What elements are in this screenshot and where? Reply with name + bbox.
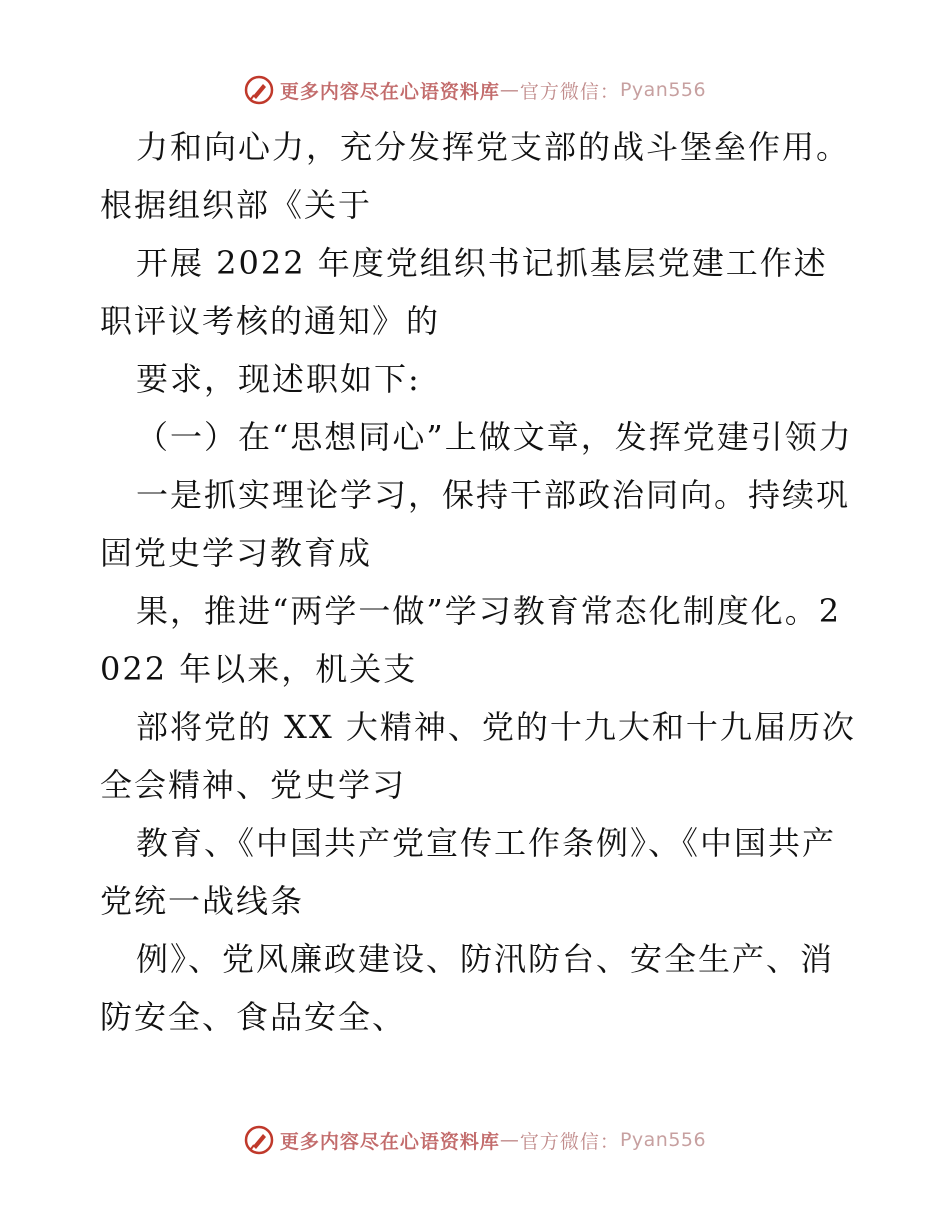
paragraph: 要求，现述职如下:	[136, 360, 421, 398]
watermark-main-text: 更多内容尽在心语资料库	[279, 80, 500, 103]
paragraph: 教育、《中国共产党宣传工作条例》、《中国共产党统一战线条	[100, 824, 837, 920]
watermark-dash: —	[499, 79, 520, 101]
paragraph: 果，推进“两学一做”学习教育常态化制度化。2022 年以来，机关支	[100, 592, 842, 688]
paragraph: 例》、党风廉政建设、防汛防台、安全生产、消防安全、食品安全、	[100, 940, 835, 1036]
paragraph: 一是抓实理论学习，保持干部政治同向。持续巩固党史学习教育成	[100, 476, 851, 572]
header-watermark	[0, 70, 950, 110]
paragraph: 开展 2022 年度党组织书记抓基层党建工作述职评议考核的通知》的	[100, 244, 828, 340]
footer-watermark	[0, 1120, 950, 1160]
paragraph: 部将党的 XX 大精神、党的十九大和十九届历次全会精神、党史学习	[100, 708, 856, 804]
watermark-dash: —	[499, 1129, 520, 1151]
paragraph: 力和向心力，充分发挥党支部的战斗堡垒作用。根据组织部《关于	[100, 128, 851, 224]
watermark-sub-text: 官方微信：	[519, 1130, 620, 1153]
watermark-sub-text: 官方微信：	[519, 80, 620, 103]
watermark-handle: Pyan556	[619, 1129, 707, 1151]
watermark-handle: Pyan556	[619, 79, 707, 101]
section-heading: （一）在“思想同心”上做文章，发挥党建引领力	[136, 418, 853, 456]
watermark-main-text: 更多内容尽在心语资料库	[279, 1130, 500, 1153]
pen-logo-icon	[244, 75, 274, 105]
document-body	[100, 118, 860, 1046]
pen-logo-icon	[244, 1125, 274, 1155]
